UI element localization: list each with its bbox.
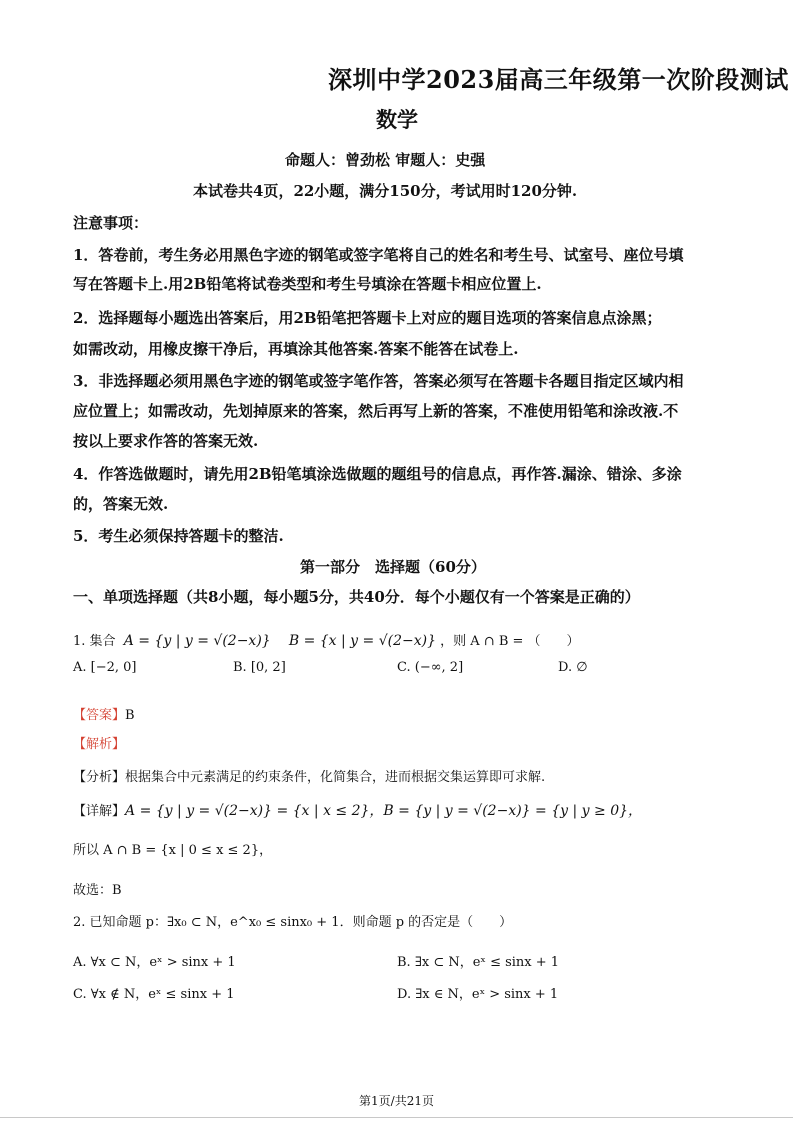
footer-rule bbox=[0, 1117, 793, 1118]
q1-conclusion: 故选：B bbox=[73, 883, 122, 898]
notes-line: 如需改动，用橡皮擦干净后，再填涂其他答案.答案不能答在试卷上. bbox=[73, 340, 519, 358]
notes-line: 5．考生必须保持答题卡的整洁. bbox=[73, 527, 284, 545]
fenxi-tag: 【分析】 bbox=[73, 770, 126, 785]
notes-line: 应位置上；如需改动，先划掉原来的答案，然后再写上新的答案，不准使用铅笔和涂改液.不 bbox=[73, 402, 679, 420]
q1-prefix: 1. 集合 bbox=[73, 634, 116, 649]
q2-option-a: A. ∀x ⊂ N，eˣ > sinx + 1 bbox=[73, 955, 236, 970]
q1-fenxi bbox=[73, 766, 545, 785]
notes-line: 3．非选择题必须用黑色字迹的钢笔或签字笔作答，答案必须写在答题卡各题目指定区域内相 bbox=[73, 372, 684, 390]
section-heading: 一、单项选择题（共8小题，每小题5分，共40分．每个小题仅有一个答案是正确的） bbox=[73, 588, 640, 606]
part-heading: 第一部分 选择题（60分） bbox=[300, 558, 486, 576]
notes-line: 写在答题卡上.用2B铅笔将试卷类型和考生号填涂在答题卡相应位置上. bbox=[73, 275, 542, 293]
q1-suoyi: 所以 A ∩ B = {x | 0 ≤ x ≤ 2}， bbox=[73, 843, 273, 858]
q1-stem bbox=[73, 630, 580, 649]
q2-option-d: D. ∃x ∈ N，eˣ > sinx + 1 bbox=[397, 987, 559, 1002]
q1-answer bbox=[73, 704, 135, 723]
analysis-tag: 【解析】 bbox=[73, 737, 126, 752]
notes-line: 的，答案无效. bbox=[73, 495, 169, 513]
exam-info: 本试卷共4页，22小题，满分150分，考试用时120分钟. bbox=[193, 182, 578, 200]
answer-tag: 【答案】 bbox=[73, 708, 126, 723]
q1-suffix: ，则 A ∩ B = （ ） bbox=[440, 634, 580, 649]
notes-line: 4．作答选做题时，请先用2B铅笔填涂选做题的题组号的信息点，再作答.漏涂、错涂、多涂 bbox=[73, 465, 682, 483]
exam-authors: 命题人：曾劲松 审题人：史强 bbox=[285, 151, 486, 169]
q1-set-b: B = {x | y = √(2−x)} bbox=[288, 633, 436, 649]
notes-line: 2．选择题每小题选出答案后，用2B铅笔把答题卡上对应的题目选项的答案信息点涂黑； bbox=[73, 309, 662, 327]
page-footer: 第1页/共21页 bbox=[359, 1094, 434, 1108]
notes-heading: 注意事项： bbox=[73, 214, 149, 232]
notes-line: 按以上要求作答的答案无效. bbox=[73, 432, 259, 450]
q2-option-b: B. ∃x ⊂ N，eˣ ≤ sinx + 1 bbox=[397, 955, 560, 970]
q1-option-a: A. [−2, 0] bbox=[73, 660, 137, 675]
q2-stem: 2. 已知命题 p：∃x₀ ⊂ N，e^x₀ ≤ sinx₀ + 1．则命题 p 的否定是（ ） bbox=[73, 915, 513, 930]
q1-option-c: C. (−∞, 2] bbox=[397, 660, 464, 675]
q1-set-a: A = {y | y = √(2−x)} bbox=[123, 633, 271, 649]
answer-value: B bbox=[125, 708, 135, 723]
xiangjie-tag: 【详解】 bbox=[73, 804, 126, 819]
fenxi-text: 根据集合中元素满足的约束条件，化简集合，进而根据交集运算即可求解. bbox=[125, 770, 546, 785]
q2-option-c: C. ∀x ∉ N，eˣ ≤ sinx + 1 bbox=[73, 987, 235, 1002]
xiangjie-text: A = {y | y = √(2−x)} = {x | x ≤ 2}，B = {y | y = √(2−x)} = {y | y ≥ 0}， bbox=[125, 803, 643, 819]
q1-option-d: D. ∅ bbox=[558, 660, 588, 675]
exam-title: 深圳中学2023届高三年级第一次阶段测试 bbox=[328, 65, 789, 94]
notes-line: 1．答卷前，考生务必用黑色字迹的钢笔或签字笔将自己的姓名和考生号、试室号、座位号填 bbox=[73, 246, 684, 264]
q1-option-b: B. [0, 2] bbox=[233, 660, 286, 675]
q1-xiangjie bbox=[73, 800, 642, 820]
exam-subject: 数学 bbox=[376, 107, 418, 132]
